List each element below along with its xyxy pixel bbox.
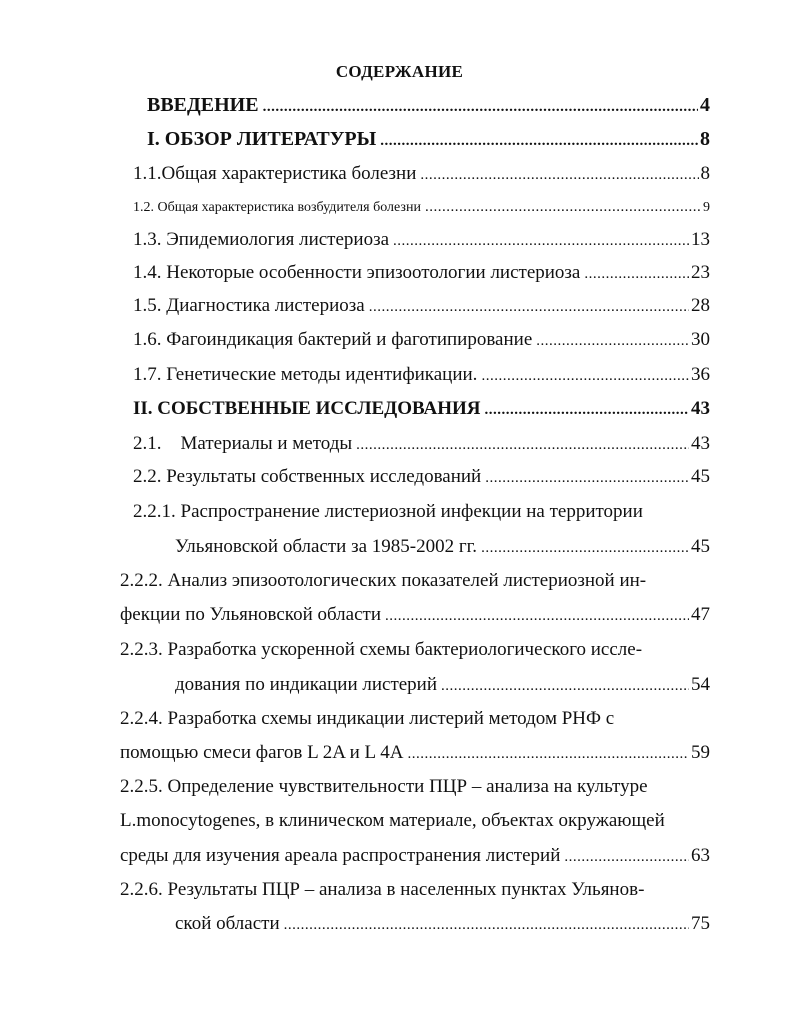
toc-entry-introduction (147, 95, 710, 115)
toc-entry-2-2-2-line1: 2.2.2. Анализ эпизоотологических показателей листериозной ин- (120, 570, 647, 591)
toc-entry-literature-review (147, 129, 710, 149)
leader-dots (380, 134, 698, 149)
toc-entry-label: 1.7. Генетические методы идентификации. (133, 364, 478, 385)
page-title: СОДЕРЖАНИЕ (335, 62, 464, 81)
leader-dots (369, 300, 689, 315)
toc-entry-2-2-2 (120, 605, 710, 624)
toc-entry-page: 43 (691, 433, 710, 454)
toc-entry-2-2-5 (120, 846, 710, 865)
leader-dots (263, 100, 698, 115)
toc-entry-label: дования по индикации листерий (175, 674, 438, 695)
toc-entry-1-7 (133, 365, 710, 384)
toc-entry-label: 1.1.Общая характеристика болезни (133, 163, 417, 184)
toc-entry-2-2-4-line1: 2.2.4. Разработка схемы индикации листерий методом РНФ с (120, 708, 615, 729)
toc-entry-label: 2.1. Материалы и методы (133, 433, 353, 454)
toc-entry-page: 54 (691, 674, 710, 695)
toc-entry-1-1 (133, 164, 710, 183)
toc-entry-label: 1.6. Фагоиндикация бактерий и фаготипирование (133, 329, 533, 350)
toc-entry-page: 9 (703, 200, 710, 215)
toc-entry-page: 47 (691, 604, 710, 625)
toc-entry-label: 1.3. Эпидемиология листериоза (133, 229, 390, 250)
toc-entry-page: 36 (691, 364, 710, 385)
toc-entry-label: среды для изучения ареала распространения листерий (120, 845, 561, 866)
toc-entry-page: 4 (700, 94, 710, 116)
leader-dots (284, 918, 689, 933)
toc-entry-1-4 (133, 263, 710, 282)
toc-entry-label: 1.2. Общая характеристика возбудителя болезни (133, 200, 421, 215)
leader-dots (536, 334, 689, 349)
toc-entry-page: 30 (691, 329, 710, 350)
toc-entry-page: 8 (700, 163, 710, 184)
toc-entry-label: II. СОБСТВЕННЫЕ ИССЛЕДОВАНИЯ (133, 398, 481, 419)
leader-dots (356, 438, 689, 453)
toc-entry-2-2 (133, 467, 710, 486)
toc-entry-page: 23 (691, 262, 710, 283)
leader-dots (425, 200, 701, 215)
leader-dots (584, 267, 689, 282)
leader-dots (407, 747, 689, 762)
leader-dots (481, 541, 689, 556)
toc-entry-2-2-5-line2: L.monocytogenes, в клиническом материале, объектах окружающей (120, 810, 665, 831)
toc-entry-2-2-6-line1: 2.2.6. Результаты ПЦР – анализа в населенных пунктах Ульянов- (120, 879, 645, 900)
toc-entry-1-6 (133, 330, 710, 349)
toc-entry-label: Ульяновской области за 1985-2002 гг. (175, 536, 478, 557)
toc-entry-1-3 (133, 230, 710, 249)
toc-entry-label: ской области (175, 913, 280, 934)
toc-entry-label: 1.4. Некоторые особенности эпизоотологии листериоза (133, 262, 581, 283)
toc-entry-own-research (133, 399, 710, 418)
toc-entry-2-2-1 (175, 537, 710, 556)
toc-entry-2-2-1-line1: 2.2.1. Распространение листериозной инфекции на территории (133, 501, 643, 522)
leader-dots (564, 850, 689, 865)
toc-entry-page: 13 (691, 229, 710, 250)
toc-entry-page: 43 (691, 398, 710, 419)
leader-dots (481, 369, 689, 384)
toc-entry-page: 45 (691, 466, 710, 487)
leader-dots (385, 609, 689, 624)
toc-entry-page: 63 (691, 845, 710, 866)
toc-entry-2-2-6 (175, 914, 710, 933)
toc-entry-2-1 (133, 434, 710, 453)
toc-entry-label: помощью смеси фагов L 2A и L 4A (120, 742, 404, 763)
toc-entry-page: 75 (691, 913, 710, 934)
toc-entry-label: 1.5. Диагностика листериоза (133, 295, 365, 316)
leader-dots (393, 234, 689, 249)
toc-entry-page: 8 (700, 128, 710, 150)
toc-entry-2-2-3-line1: 2.2.3. Разработка ускоренной схемы бактериологического иссле- (120, 639, 643, 660)
toc-entry-page: 59 (691, 742, 710, 763)
leader-dots (441, 679, 689, 694)
leader-dots (485, 471, 689, 486)
toc-entry-2-2-5-line1: 2.2.5. Определение чувствительности ПЦР – анализа на культуре (120, 776, 648, 797)
toc-entry-label: 2.2. Результаты собственных исследований (133, 466, 482, 487)
toc-entry-page: 45 (691, 536, 710, 557)
toc-entry-label: ВВЕДЕНИЕ (147, 94, 259, 116)
toc-entry-2-2-4 (120, 743, 710, 762)
toc-entry-1-2 (133, 200, 710, 215)
leader-dots (420, 168, 698, 183)
toc-entry-label: фекции по Ульяновской области (120, 604, 381, 625)
toc-entry-page: 28 (691, 295, 710, 316)
leader-dots (485, 403, 689, 418)
toc-entry-label: I. ОБЗОР ЛИТЕРАТУРЫ (147, 128, 377, 150)
toc-entry-2-2-3 (175, 675, 710, 694)
toc-entry-1-5 (133, 296, 710, 315)
